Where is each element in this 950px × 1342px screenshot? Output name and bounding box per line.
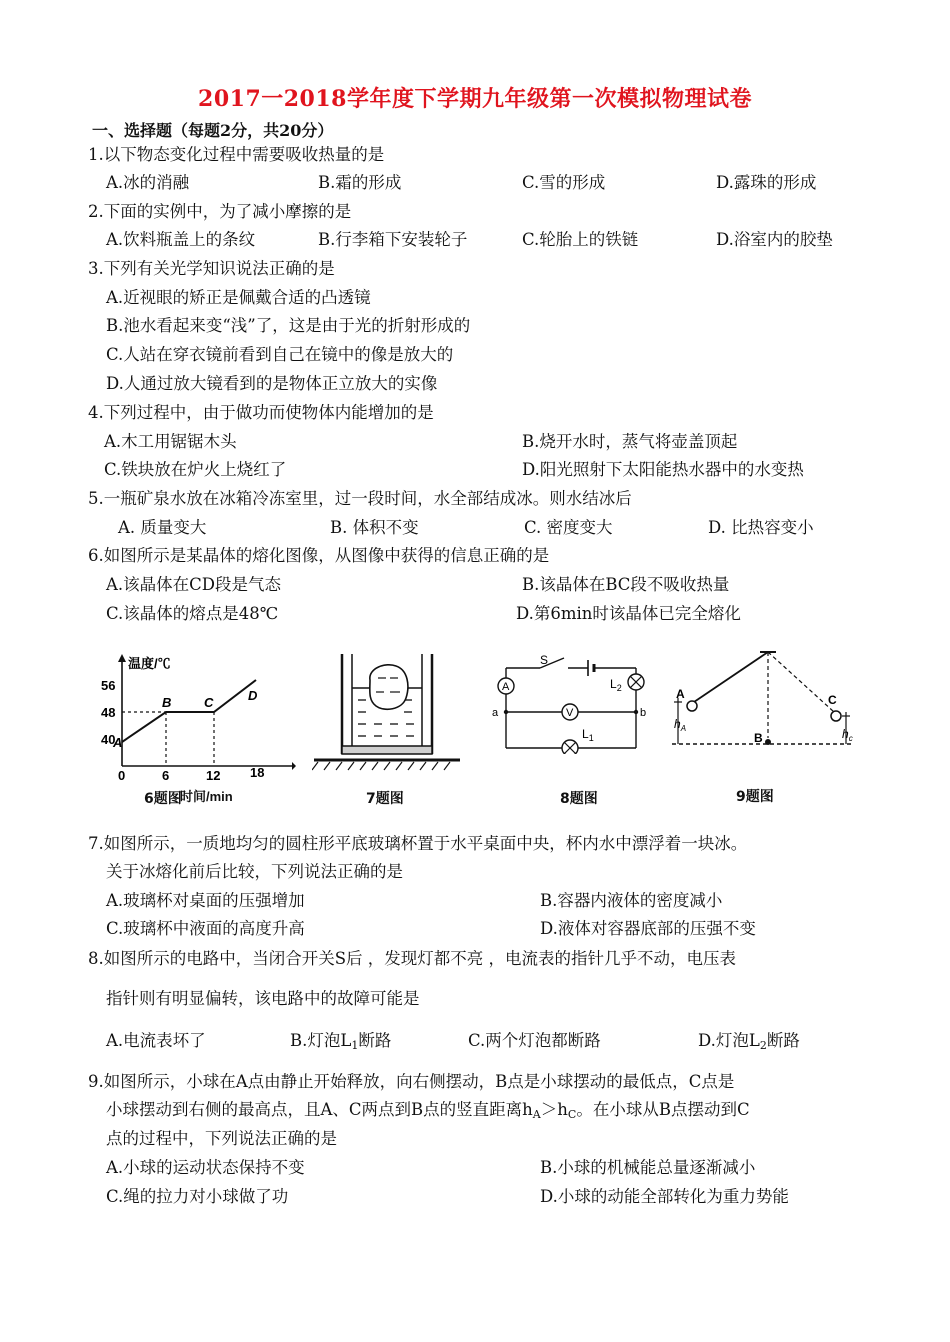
string-right — [768, 652, 834, 712]
q1-option-a: A.冰的消融 — [106, 173, 190, 192]
q8-option-d: D.灯泡$L_2$断路 — [698, 1031, 800, 1052]
melting-curve — [122, 680, 256, 742]
q7-option-c: C.玻璃杯中液面的高度升高 — [106, 919, 305, 938]
q7-option-d: D.液体对容器底部的压强不变 — [540, 919, 756, 938]
q3-option-b: B.池水看起来变“浅”了，这是由于光的折射形成的 — [106, 316, 471, 335]
q9-stem-line3: 点的过程中，下列说法正确的是 — [106, 1129, 337, 1148]
point-d-label: D — [248, 688, 258, 703]
q7-stem-line1: 7.如图所示，一质地均匀的圆柱形平底玻璃杯置于水平桌面中央，杯内水中漂浮着一块冰。 — [88, 834, 748, 853]
point-c-label: C — [204, 695, 214, 710]
x-tick-18: 18 — [250, 765, 265, 780]
q3-option-c: C.人站在穿衣镜前看到自己在镜中的像是放大的 — [106, 345, 454, 364]
ha-label: $h_A$ — [674, 717, 687, 733]
q9-option-c: C.绳的拉力对小球做了功 — [106, 1187, 289, 1206]
q5-option-a: A. 质量变大 — [118, 518, 207, 537]
q4-option-d: D.阳光照射下太阳能热水器中的水变热 — [522, 460, 804, 479]
x-tick-6: 6 — [162, 768, 170, 780]
y-tick-56: 56 — [101, 678, 116, 693]
x-axis-arrow — [292, 762, 296, 770]
q6-option-b: B.该晶体在BC段不吸收热量 — [522, 575, 730, 594]
point-b-label: B — [162, 695, 172, 710]
q1-stem: 1.以下物态变化过程中需要吸收热量的是 — [88, 145, 385, 164]
y-tick-40: 40 — [101, 732, 116, 747]
figure-7-caption: 7题图 — [366, 791, 404, 807]
q2-option-a: A.饮料瓶盖上的条纹 — [106, 230, 256, 249]
q2-option-b: B.行李箱下安装轮子 — [318, 230, 468, 249]
node-b-label: b — [640, 707, 647, 719]
table-hatch — [312, 762, 450, 770]
glass-cup-figure — [312, 650, 462, 774]
lamp-l2-label: $L_2$ — [610, 677, 622, 693]
q6-option-a: A.该晶体在CD段是气态 — [106, 575, 282, 594]
y-axis-arrow — [118, 654, 126, 662]
ball-a — [687, 701, 697, 711]
ice-block — [370, 665, 408, 710]
point-b-label: B — [754, 731, 763, 745]
q2-option-d: D.浴室内的胶垫 — [716, 230, 833, 249]
q8-option-c: C.两个灯泡都断路 — [468, 1031, 601, 1050]
circuit-figure — [488, 654, 660, 754]
q1-option-c: C.雪的形成 — [522, 173, 606, 192]
q5-option-c: C. 密度变大 — [524, 518, 613, 537]
q6-stem: 6.如图所示是某晶体的熔化图像，从图像中获得的信息正确的是 — [88, 546, 550, 565]
q9-option-d: D.小球的动能全部转化为重力势能 — [540, 1187, 789, 1206]
cup-base — [342, 746, 432, 754]
x-tick-12: 12 — [206, 768, 221, 780]
voltmeter-label: V — [566, 707, 574, 719]
q7-stem-line2: 关于冰熔化前后比较，下列说法正确的是 — [106, 862, 403, 881]
x-axis-label: 时间/min — [180, 789, 233, 804]
lamp-l1-label: $L_1$ — [582, 727, 594, 743]
q5-option-d: D. 比热容变小 — [708, 518, 814, 537]
q3-stem: 3.下列有关光学知识说法正确的是 — [88, 259, 335, 278]
y-tick-48: 48 — [101, 705, 116, 720]
q7-option-b: B.容器内液体的密度减小 — [540, 891, 723, 910]
figure-9-caption: 9题图 — [736, 789, 774, 805]
q1-option-d: D.露珠的形成 — [716, 173, 817, 192]
point-c-label: C — [828, 693, 837, 707]
string-left — [694, 652, 768, 702]
q3-option-d: D.人通过放大镜看到的是物体正立放大的实像 — [106, 374, 438, 393]
ammeter-label: A — [502, 681, 510, 693]
figure-8-caption: 8题图 — [560, 791, 598, 807]
q4-stem: 4.下列过程中，由于做功而使物体内能增加的是 — [88, 403, 434, 422]
q8-stem-line1: 8.如图所示的电路中，当闭合开关S后 ，发现灯都不亮 ，电流表的指针几乎不动，电压表 — [88, 949, 737, 968]
q6-option-c: C.该晶体的熔点是48℃ — [106, 604, 279, 623]
q9-stem-line1: 9.如图所示，小球在A点由静止开始释放，向右侧摆动，B点是小球摆动的最低点，C点是 — [88, 1072, 735, 1091]
q9-option-a: A.小球的运动状态保持不变 — [106, 1158, 305, 1177]
switch-label: S — [540, 654, 549, 667]
q7-option-a: A.玻璃杯对桌面的压强增加 — [106, 891, 305, 910]
melting-graph-figure — [96, 650, 296, 780]
q5-option-b: B. 体积不变 — [330, 518, 419, 537]
y-axis-label: 温度/℃ — [128, 656, 171, 671]
q9-option-b: B.小球的机械能总量逐渐减小 — [540, 1158, 756, 1177]
q2-stem: 2.下面的实例中，为了减小摩擦的是 — [88, 202, 352, 221]
q8-option-b: B.灯泡$L_1$断路 — [290, 1031, 392, 1052]
q4-option-a: A.木工用锯锯木头 — [104, 432, 237, 451]
q8-option-a: A.电流表坏了 — [106, 1031, 206, 1050]
ball-c — [831, 711, 841, 721]
q4-option-c: C.铁块放在炉火上烧红了 — [104, 460, 287, 479]
figure-6-caption: 6题图 — [144, 791, 182, 807]
pendulum-figure — [668, 646, 854, 754]
point-a-label: A — [113, 735, 123, 750]
q9-stem-line2: 小球摆动到右侧的最高点，且A、C两点到B点的竖直距离$h_A>h_C$。在小球从B点摆动到C — [106, 1100, 750, 1121]
q3-option-a: A.近视眼的矫正是佩戴合适的凸透镜 — [106, 288, 371, 307]
q6-option-d: D.第6min时该晶体已完全熔化 — [516, 604, 741, 623]
q4-option-b: B.烧开水时，蒸气将壶盖顶起 — [522, 432, 738, 451]
section-heading: 一、选择题（每题2分，共20分） — [92, 121, 334, 140]
q1-option-b: B.霜的形成 — [318, 173, 402, 192]
x-tick-0: 0 — [118, 768, 126, 780]
q5-stem: 5.一瓶矿泉水放在冰箱冷冻室里，过一段时间，水全部结成冰。则水结冰后 — [88, 489, 632, 508]
page-title: 2017一2018学年度下学期九年级第一次模拟物理试卷 — [198, 86, 752, 112]
hc-label: $h_c$ — [842, 727, 853, 743]
q2-option-c: C.轮胎上的铁链 — [522, 230, 639, 249]
node-a-label: a — [492, 707, 499, 719]
q8-stem-line2: 指针则有明显偏转，该电路中的故障可能是 — [106, 989, 420, 1008]
point-a-label: A — [676, 687, 685, 701]
